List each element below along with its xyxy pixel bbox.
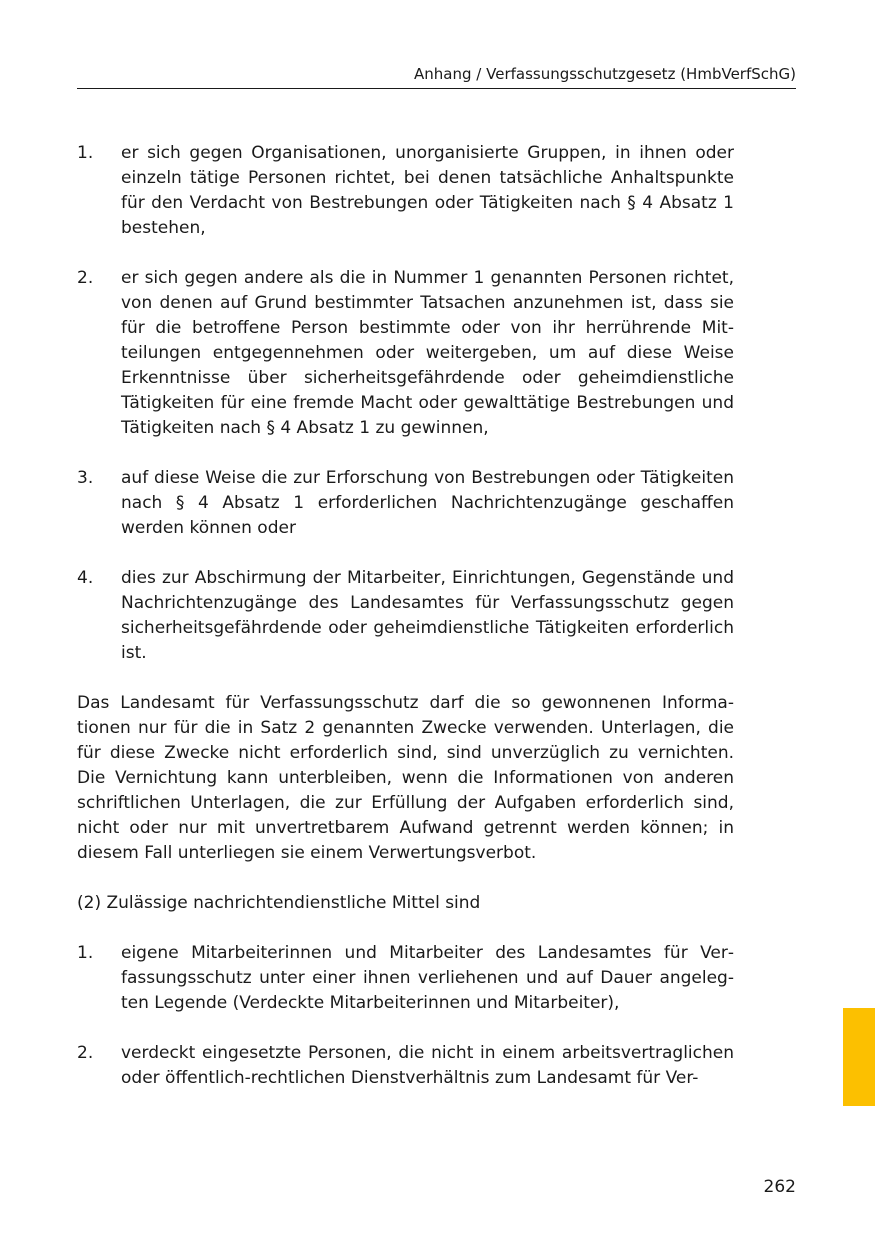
list-text: dies zur Abschirmung der Mitarbeiter, Einrichtungen, Gegenstände und Nachrichtenzugänge des Landesamtes für Verfassungsschutz gegen sicherheitsgefährdende oder geheimdienstliche Tätigkeiten erforderlich ist. xyxy=(121,568,734,663)
list-number: 3. xyxy=(77,468,94,488)
list-number: 1. xyxy=(77,943,94,963)
list-number: 2. xyxy=(77,1043,94,1063)
page-body xyxy=(77,141,734,1091)
list-text: auf diese Weise die zur Erforschung von Bestrebungen oder Tätigkeiten nach § 4 Absatz 1 erforderlichen Nachrichtenzugänge geschaffen werden können oder xyxy=(121,468,734,538)
list-number: 4. xyxy=(77,568,94,588)
list-number: 2. xyxy=(77,268,94,288)
section-intro: (2) Zulässige nachrichtendienstliche Mittel sind xyxy=(77,893,481,913)
list-item xyxy=(77,1041,734,1091)
list-item xyxy=(77,941,734,1016)
list-text: verdeckt eingesetzte Personen, die nicht in einem arbeitsvertraglichen oder öffentlich-rechtlichen Dienstverhältnis zum Landesamt für Ver- xyxy=(121,1043,734,1088)
page-number: 262 xyxy=(763,1177,796,1197)
list-text: eigene Mitarbeiterinnen und Mitarbeiter des Landesamtes für Verfassungsschutz unter einer ihnen verliehenen und auf Dauer angelegten Legende (Verdeckte Mitarbeiterinnen und Mitarbeiter), xyxy=(121,943,734,1013)
list-item xyxy=(77,141,734,241)
chapter-tab-marker xyxy=(843,1008,875,1106)
list-item xyxy=(77,266,734,441)
list-number: 1. xyxy=(77,143,94,163)
header-title: Anhang / Verfassungsschutzgesetz (HmbVerfSchG) xyxy=(414,65,796,83)
running-header xyxy=(77,62,796,89)
list-item xyxy=(77,566,734,666)
body-paragraph: Das Landesamt für Verfassungsschutz darf die so gewonnenen Informationen nur für die in Satz 2 genannten Zwecke verwenden. Unterlagen, die für diese Zwecke nicht erforderlich sind, sind unverzüglich zu vernichten. Die Vernichtung kann unterbleiben, wenn die Informationen von anderen schriftlichen Unterlagen, die zur Erfüllung der Aufgaben erforderlich sind, nicht oder nur mit unvertretbarem Aufwand getrennt werden können; in diesem Fall unterliegen sie einem Verwertungsverbot. xyxy=(77,693,734,863)
list-text: er sich gegen andere als die in Nummer 1 genannten Personen richtet, von denen auf Grund bestimmter Tatsachen anzunehmen ist, dass sie für die betroffene Person bestimmte oder von ihr herrührende Mitteilungen entgegennehmen oder weitergeben, um auf diese Weise Erkenntnisse über sicherheitsgefährdende oder geheimdienstliche Tätigkeiten für eine fremde Macht oder gewalttätige Bestrebungen und Tätigkeiten nach § 4 Absatz 1 zu gewinnen, xyxy=(121,268,734,438)
list-text: er sich gegen Organisationen, unorganisierte Gruppen, in ihnen oder einzeln tätige Personen richtet, bei denen tatsächliche Anhaltspunkte für den Verdacht von Bestrebungen oder Tätigkeiten nach § 4 Absatz 1 bestehen, xyxy=(121,143,734,238)
list-item xyxy=(77,466,734,541)
